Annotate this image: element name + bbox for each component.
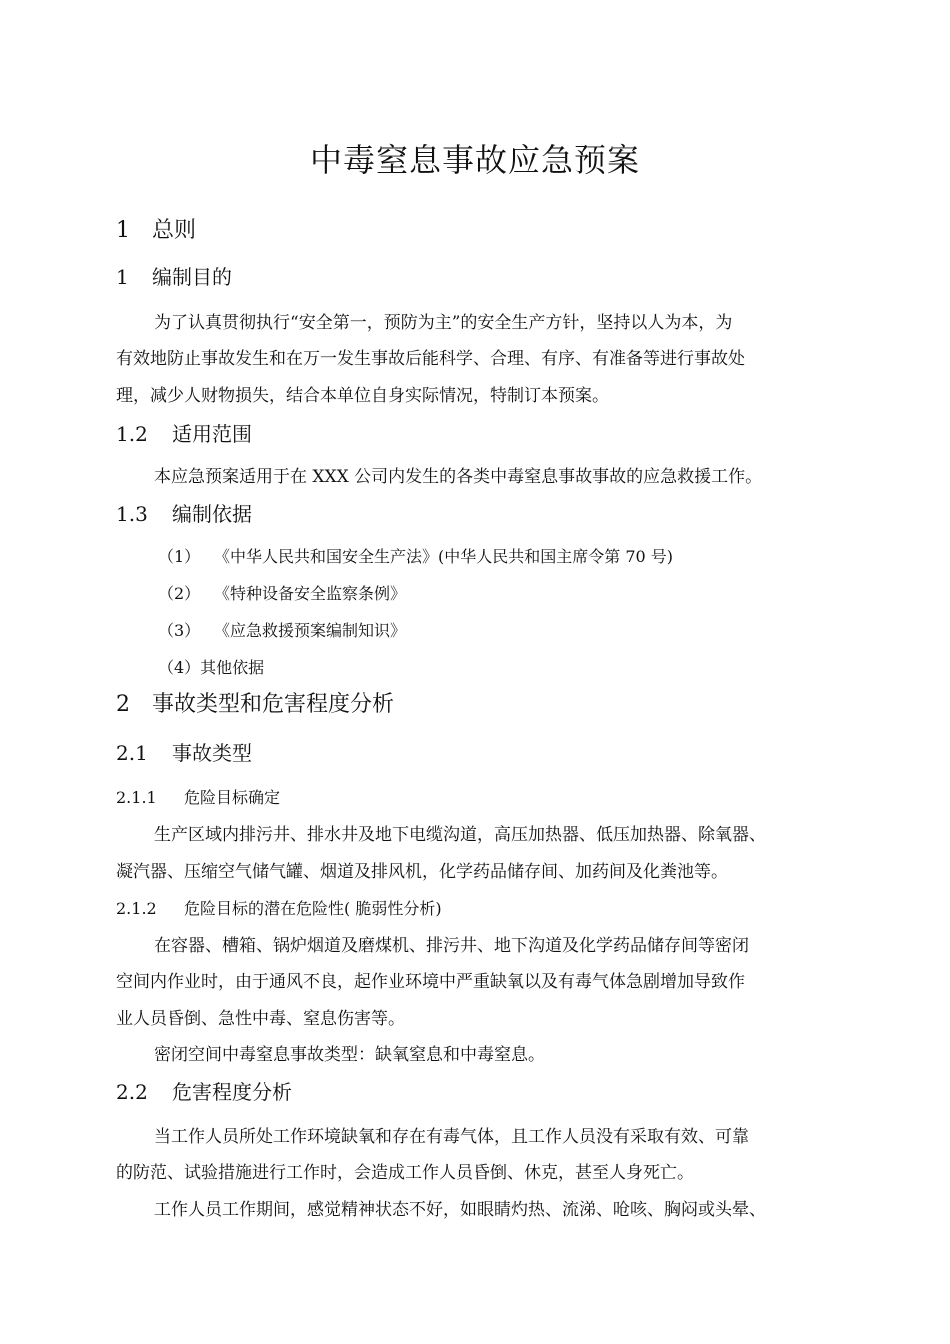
reference-text: 《应急救援预案编制知识》 xyxy=(214,621,407,640)
heading-number: 2.1 xyxy=(116,741,148,765)
reference-item xyxy=(158,619,406,643)
heading-2-1 xyxy=(116,739,252,767)
heading-2 xyxy=(116,690,394,720)
heading-number: 2.1.1 xyxy=(116,788,157,807)
reference-text: 《特种设备安全监察条例》 xyxy=(214,584,407,603)
paragraph-line: 理，减少人财物损失，结合本单位自身实际情况，特制订本预案。 xyxy=(116,386,609,406)
heading-text: 危害程度分析 xyxy=(172,1080,292,1104)
heading-text: 事故类型 xyxy=(172,741,252,765)
heading-2-1-2 xyxy=(116,897,442,921)
paragraph-line: 工作人员工作期间，感觉精神状态不好，如眼睛灼热、流涕、呛咳、胸闷或头晕、 xyxy=(154,1200,766,1220)
heading-2-1-1 xyxy=(116,786,280,810)
heading-1-2 xyxy=(116,420,252,448)
heading-number: 1 xyxy=(116,218,130,243)
heading-1-3 xyxy=(116,500,252,528)
heading-text: 事故类型和危害程度分析 xyxy=(152,692,395,717)
heading-text: 编制依据 xyxy=(172,502,252,526)
heading-number: 1.2 xyxy=(116,422,148,446)
reference-text: 《中华人民共和国安全生产法》(中华人民共和国主席令第 70 号) xyxy=(214,547,674,566)
heading-text: 编制目的 xyxy=(152,265,232,289)
heading-2-2 xyxy=(116,1078,292,1106)
paragraph-line: 凝汽器、压缩空气储气罐、烟道及排风机，化学药品储存间、加药间及化粪池等。 xyxy=(116,862,728,882)
reference-number: （2） xyxy=(158,584,201,603)
reference-number: （3） xyxy=(158,621,201,640)
heading-text: 适用范围 xyxy=(172,422,252,446)
heading-number: 2.2 xyxy=(116,1080,148,1104)
heading-text: 危险目标确定 xyxy=(184,788,281,807)
heading-number: 2.1.2 xyxy=(116,899,157,918)
heading-1-1 xyxy=(116,263,232,291)
heading-number: 1 xyxy=(116,265,129,289)
document-title: 中毒窒息事故应急预案 xyxy=(309,141,640,179)
paragraph-line: 空间内作业时，由于通风不良，起作业环境中严重缺氧以及有毒气体急剧增加导致作 xyxy=(116,972,745,992)
heading-text: 总则 xyxy=(152,218,197,243)
paragraph-line: 本应急预案适用于在 XXX 公司内发生的各类中毒窒息事故事故的应急救援工作。 xyxy=(154,467,763,487)
reference-item xyxy=(158,582,406,606)
paragraph-line: 的防范、试验措施进行工作时，会造成工作人员昏倒、休克，甚至人身死亡。 xyxy=(116,1163,694,1183)
paragraph-line: 在容器、槽箱、锅炉烟道及磨煤机、排污井、地下沟道及化学药品储存间等密闭 xyxy=(154,936,749,956)
reference-item xyxy=(158,656,264,680)
heading-number: 1.3 xyxy=(116,502,148,526)
paragraph-line: 业人员昏倒、急性中毒、窒息伤害等。 xyxy=(116,1009,405,1029)
reference-number: （1） xyxy=(158,547,201,566)
reference-item xyxy=(158,545,673,569)
paragraph-line: 密闭空间中毒窒息事故类型：缺氧窒息和中毒窒息。 xyxy=(154,1045,545,1065)
paragraph-line: 当工作人员所处工作环境缺氧和存在有毒气体，且工作人员没有采取有效、可靠 xyxy=(154,1127,749,1147)
heading-1 xyxy=(116,216,196,246)
paragraph-line: 有效地防止事故发生和在万一发生事故后能科学、合理、有序、有准备等进行事故处 xyxy=(116,349,745,369)
paragraph-line: 生产区域内排污井、排水井及地下电缆沟道，高压加热器、低压加热器、除氧器、 xyxy=(154,825,766,845)
heading-number: 2 xyxy=(116,692,130,717)
paragraph-line: 为了认真贯彻执行“安全第一，预防为主”的安全生产方针，坚持以人为本，为 xyxy=(154,313,733,333)
heading-text: 危险目标的潜在危险性( 脆弱性分析) xyxy=(184,899,442,918)
reference-text: （4）其他依据 xyxy=(158,658,265,677)
